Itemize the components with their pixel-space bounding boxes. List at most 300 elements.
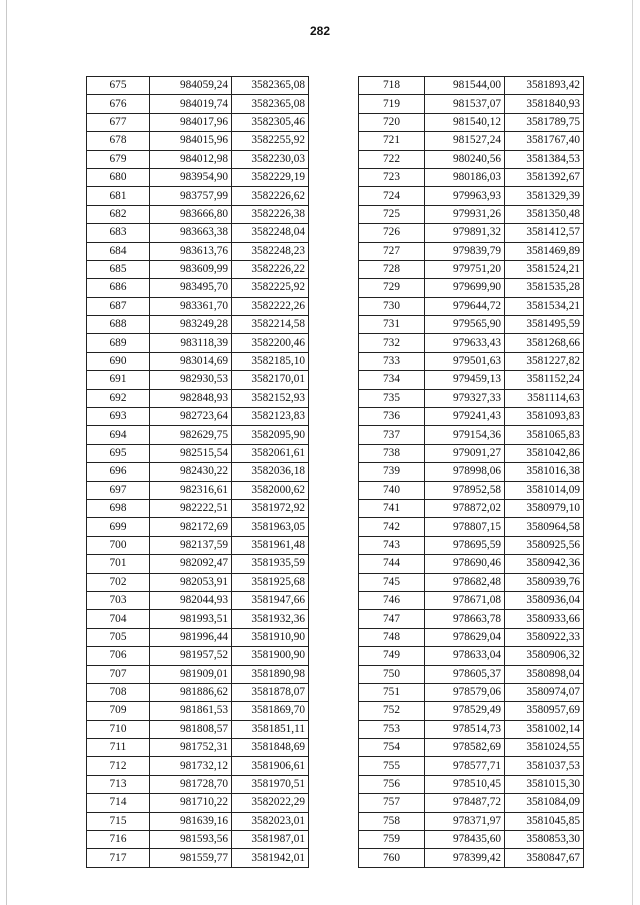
point-number-cell: 720 <box>359 113 425 131</box>
x-coordinate-cell: 979931,26 <box>425 205 505 223</box>
table-row <box>87 683 309 701</box>
x-coordinate-cell: 983954,90 <box>150 168 232 186</box>
point-number-cell: 735 <box>359 389 425 407</box>
x-coordinate-cell: 978695,59 <box>425 536 505 554</box>
x-coordinate-cell: 981732,12 <box>150 757 232 775</box>
x-coordinate-cell: 978399,42 <box>425 849 505 867</box>
y-coordinate-cell: 3581469,89 <box>505 242 584 260</box>
table-row <box>87 463 309 481</box>
table-row <box>359 260 584 278</box>
table-row <box>359 628 584 646</box>
y-coordinate-cell: 3581890,98 <box>232 665 309 683</box>
table-row <box>359 481 584 499</box>
y-coordinate-cell: 3581093,83 <box>505 408 584 426</box>
x-coordinate-cell: 979241,43 <box>425 408 505 426</box>
point-number-cell: 738 <box>359 444 425 462</box>
y-coordinate-cell: 3581329,39 <box>505 187 584 205</box>
x-coordinate-cell: 983014,69 <box>150 352 232 370</box>
x-coordinate-cell: 982930,53 <box>150 371 232 389</box>
table-row <box>359 757 584 775</box>
x-coordinate-cell: 981957,52 <box>150 647 232 665</box>
x-coordinate-cell: 978514,73 <box>425 720 505 738</box>
y-coordinate-cell: 3582200,46 <box>232 334 309 352</box>
x-coordinate-cell: 979839,79 <box>425 242 505 260</box>
point-number-cell: 715 <box>87 812 150 830</box>
table-row <box>359 132 584 150</box>
x-coordinate-cell: 983757,99 <box>150 187 232 205</box>
x-coordinate-cell: 979891,32 <box>425 224 505 242</box>
table-row <box>87 389 309 407</box>
y-coordinate-cell: 3581935,59 <box>232 555 309 573</box>
y-coordinate-cell: 3581014,09 <box>505 481 584 499</box>
table-row <box>87 297 309 315</box>
x-coordinate-cell: 982092,47 <box>150 555 232 573</box>
x-coordinate-cell: 981752,31 <box>150 739 232 757</box>
table-row <box>359 647 584 665</box>
table-row <box>87 536 309 554</box>
table-row <box>87 794 309 812</box>
table-row <box>87 444 309 462</box>
point-number-cell: 760 <box>359 849 425 867</box>
table-row <box>359 113 584 131</box>
point-number-cell: 690 <box>87 352 150 370</box>
y-coordinate-cell: 3582023,01 <box>232 812 309 830</box>
point-number-cell: 732 <box>359 334 425 352</box>
x-coordinate-cell: 978371,97 <box>425 812 505 830</box>
point-number-cell: 685 <box>87 260 150 278</box>
x-coordinate-cell: 979501,63 <box>425 352 505 370</box>
x-coordinate-cell: 983495,70 <box>150 279 232 297</box>
point-number-cell: 693 <box>87 408 150 426</box>
table-row <box>359 463 584 481</box>
y-coordinate-cell: 3581840,93 <box>505 95 584 113</box>
point-number-cell: 728 <box>359 260 425 278</box>
table-row <box>359 224 584 242</box>
x-coordinate-cell: 981996,44 <box>150 628 232 646</box>
y-coordinate-cell: 3582095,90 <box>232 426 309 444</box>
point-number-cell: 691 <box>87 371 150 389</box>
table-row <box>359 739 584 757</box>
x-coordinate-cell: 983361,70 <box>150 297 232 315</box>
table-row <box>87 757 309 775</box>
point-number-cell: 719 <box>359 95 425 113</box>
point-number-cell: 758 <box>359 812 425 830</box>
x-coordinate-cell: 982172,69 <box>150 518 232 536</box>
x-coordinate-cell: 983249,28 <box>150 316 232 334</box>
x-coordinate-cell: 981993,51 <box>150 610 232 628</box>
x-coordinate-cell: 981710,22 <box>150 794 232 812</box>
y-coordinate-cell: 3582022,29 <box>232 794 309 812</box>
y-coordinate-cell: 3581869,70 <box>232 702 309 720</box>
x-coordinate-cell: 978629,04 <box>425 628 505 646</box>
x-coordinate-cell: 981886,62 <box>150 683 232 701</box>
x-coordinate-cell: 979963,93 <box>425 187 505 205</box>
y-coordinate-cell: 3582170,01 <box>232 371 309 389</box>
point-number-cell: 755 <box>359 757 425 775</box>
point-number-cell: 722 <box>359 150 425 168</box>
table-row <box>359 352 584 370</box>
point-number-cell: 699 <box>87 518 150 536</box>
y-coordinate-cell: 3581910,90 <box>232 628 309 646</box>
x-coordinate-cell: 981808,57 <box>150 720 232 738</box>
point-number-cell: 730 <box>359 297 425 315</box>
x-coordinate-cell: 978671,08 <box>425 591 505 609</box>
point-number-cell: 740 <box>359 481 425 499</box>
y-coordinate-cell: 3581961,48 <box>232 536 309 554</box>
point-number-cell: 711 <box>87 739 150 757</box>
table-row <box>87 518 309 536</box>
x-coordinate-cell: 978579,06 <box>425 683 505 701</box>
y-coordinate-cell: 3581002,14 <box>505 720 584 738</box>
y-coordinate-cell: 3582226,22 <box>232 260 309 278</box>
table-row <box>359 665 584 683</box>
table-row <box>87 555 309 573</box>
y-coordinate-cell: 3581384,53 <box>505 150 584 168</box>
y-coordinate-cell: 3582255,92 <box>232 132 309 150</box>
table-row <box>87 334 309 352</box>
table-row <box>359 297 584 315</box>
x-coordinate-cell: 978872,02 <box>425 499 505 517</box>
point-number-cell: 731 <box>359 316 425 334</box>
y-coordinate-cell: 3582152,93 <box>232 389 309 407</box>
y-coordinate-cell: 3581972,92 <box>232 499 309 517</box>
x-coordinate-cell: 981537,07 <box>425 95 505 113</box>
page-number: 282 <box>309 24 331 38</box>
table-row <box>87 591 309 609</box>
x-coordinate-cell: 983666,80 <box>150 205 232 223</box>
y-coordinate-cell: 3581016,38 <box>505 463 584 481</box>
table-row <box>359 408 584 426</box>
point-number-cell: 695 <box>87 444 150 462</box>
point-number-cell: 687 <box>87 297 150 315</box>
x-coordinate-cell: 979633,43 <box>425 334 505 352</box>
x-coordinate-cell: 979154,36 <box>425 426 505 444</box>
table-row <box>359 444 584 462</box>
table-row <box>359 812 584 830</box>
x-coordinate-cell: 982137,59 <box>150 536 232 554</box>
x-coordinate-cell: 983609,99 <box>150 260 232 278</box>
point-number-cell: 721 <box>359 132 425 150</box>
point-number-cell: 706 <box>87 647 150 665</box>
point-number-cell: 734 <box>359 371 425 389</box>
x-coordinate-cell: 981639,16 <box>150 812 232 830</box>
x-coordinate-cell: 983118,39 <box>150 334 232 352</box>
x-coordinate-cell: 981909,01 <box>150 665 232 683</box>
x-coordinate-cell: 978633,04 <box>425 647 505 665</box>
x-coordinate-cell: 978582,69 <box>425 739 505 757</box>
table-row <box>359 150 584 168</box>
y-coordinate-cell: 3582365,08 <box>232 77 309 95</box>
y-coordinate-cell: 3581065,83 <box>505 426 584 444</box>
table-row <box>359 536 584 554</box>
point-number-cell: 683 <box>87 224 150 242</box>
x-coordinate-cell: 983663,38 <box>150 224 232 242</box>
point-number-cell: 682 <box>87 205 150 223</box>
y-coordinate-cell: 3580933,66 <box>505 610 584 628</box>
x-coordinate-cell: 983613,76 <box>150 242 232 260</box>
table-row <box>87 95 309 113</box>
y-coordinate-cell: 3581084,09 <box>505 794 584 812</box>
table-row <box>87 628 309 646</box>
y-coordinate-cell: 3582222,26 <box>232 297 309 315</box>
y-coordinate-cell: 3582365,08 <box>232 95 309 113</box>
y-coordinate-cell: 3581767,40 <box>505 132 584 150</box>
y-coordinate-cell: 3581535,28 <box>505 279 584 297</box>
point-number-cell: 743 <box>359 536 425 554</box>
x-coordinate-cell: 984015,96 <box>150 132 232 150</box>
table-row <box>87 849 309 867</box>
point-number-cell: 708 <box>87 683 150 701</box>
y-coordinate-cell: 3581932,36 <box>232 610 309 628</box>
point-number-cell: 698 <box>87 499 150 517</box>
point-number-cell: 714 <box>87 794 150 812</box>
y-coordinate-cell: 3581963,05 <box>232 518 309 536</box>
y-coordinate-cell: 3581412,57 <box>505 224 584 242</box>
x-coordinate-cell: 978998,06 <box>425 463 505 481</box>
table-row <box>87 113 309 131</box>
y-coordinate-cell: 3582123,83 <box>232 408 309 426</box>
table-row <box>359 279 584 297</box>
point-number-cell: 757 <box>359 794 425 812</box>
table-row <box>87 352 309 370</box>
point-number-cell: 737 <box>359 426 425 444</box>
point-number-cell: 686 <box>87 279 150 297</box>
table-row <box>87 831 309 849</box>
point-number-cell: 723 <box>359 168 425 186</box>
x-coordinate-cell: 980240,56 <box>425 150 505 168</box>
point-number-cell: 694 <box>87 426 150 444</box>
x-coordinate-cell: 978487,72 <box>425 794 505 812</box>
y-coordinate-cell: 3580957,69 <box>505 702 584 720</box>
point-number-cell: 729 <box>359 279 425 297</box>
point-number-cell: 707 <box>87 665 150 683</box>
point-number-cell: 681 <box>87 187 150 205</box>
y-coordinate-cell: 3580853,30 <box>505 831 584 849</box>
table-row <box>87 665 309 683</box>
coordinates-table-right <box>358 76 584 868</box>
point-number-cell: 684 <box>87 242 150 260</box>
coordinates-table-left <box>86 76 309 868</box>
point-number-cell: 704 <box>87 610 150 628</box>
point-number-cell: 697 <box>87 481 150 499</box>
y-coordinate-cell: 3582185,10 <box>232 352 309 370</box>
point-number-cell: 754 <box>359 739 425 757</box>
table-row <box>87 426 309 444</box>
x-coordinate-cell: 982723,64 <box>150 408 232 426</box>
table-row <box>87 720 309 738</box>
y-coordinate-cell: 3581789,75 <box>505 113 584 131</box>
point-number-cell: 733 <box>359 352 425 370</box>
point-number-cell: 679 <box>87 150 150 168</box>
x-coordinate-cell: 979091,27 <box>425 444 505 462</box>
table-row <box>359 187 584 205</box>
table-row <box>87 132 309 150</box>
y-coordinate-cell: 3582226,38 <box>232 205 309 223</box>
x-coordinate-cell: 982848,93 <box>150 389 232 407</box>
y-coordinate-cell: 3582229,19 <box>232 168 309 186</box>
y-coordinate-cell: 3580939,76 <box>505 573 584 591</box>
point-number-cell: 741 <box>359 499 425 517</box>
table-row <box>359 555 584 573</box>
point-number-cell: 696 <box>87 463 150 481</box>
y-coordinate-cell: 3581925,68 <box>232 573 309 591</box>
y-coordinate-cell: 3582248,04 <box>232 224 309 242</box>
x-coordinate-cell: 978682,48 <box>425 573 505 591</box>
x-coordinate-cell: 980186,03 <box>425 168 505 186</box>
table-row <box>359 426 584 444</box>
table-row <box>359 168 584 186</box>
table-row <box>87 316 309 334</box>
y-coordinate-cell: 3582000,62 <box>232 481 309 499</box>
x-coordinate-cell: 981559,77 <box>150 849 232 867</box>
x-coordinate-cell: 979565,90 <box>425 316 505 334</box>
table-row <box>359 389 584 407</box>
y-coordinate-cell: 3581987,01 <box>232 831 309 849</box>
point-number-cell: 688 <box>87 316 150 334</box>
x-coordinate-cell: 982316,61 <box>150 481 232 499</box>
table-row <box>87 260 309 278</box>
table-row <box>359 371 584 389</box>
table-row <box>359 95 584 113</box>
scan-edge-left <box>6 0 7 905</box>
point-number-cell: 725 <box>359 205 425 223</box>
point-number-cell: 705 <box>87 628 150 646</box>
y-coordinate-cell: 3580936,04 <box>505 591 584 609</box>
point-number-cell: 747 <box>359 610 425 628</box>
table-row <box>87 205 309 223</box>
point-number-cell: 752 <box>359 702 425 720</box>
x-coordinate-cell: 978690,46 <box>425 555 505 573</box>
table-row <box>359 831 584 849</box>
table-row <box>87 187 309 205</box>
point-number-cell: 751 <box>359 683 425 701</box>
table-row <box>359 205 584 223</box>
x-coordinate-cell: 978577,71 <box>425 757 505 775</box>
table-row <box>359 334 584 352</box>
x-coordinate-cell: 978663,78 <box>425 610 505 628</box>
y-coordinate-cell: 3581900,90 <box>232 647 309 665</box>
y-coordinate-cell: 3581392,67 <box>505 168 584 186</box>
y-coordinate-cell: 3581045,85 <box>505 812 584 830</box>
y-coordinate-cell: 3582226,62 <box>232 187 309 205</box>
y-coordinate-cell: 3580974,07 <box>505 683 584 701</box>
table-row <box>359 591 584 609</box>
point-number-cell: 677 <box>87 113 150 131</box>
table-row <box>359 518 584 536</box>
x-coordinate-cell: 981527,24 <box>425 132 505 150</box>
table-row <box>359 702 584 720</box>
point-number-cell: 742 <box>359 518 425 536</box>
x-coordinate-cell: 982222,51 <box>150 499 232 517</box>
table-row <box>87 77 309 95</box>
y-coordinate-cell: 3581942,01 <box>232 849 309 867</box>
table-row <box>87 168 309 186</box>
y-coordinate-cell: 3581114,63 <box>505 389 584 407</box>
y-coordinate-cell: 3581534,21 <box>505 297 584 315</box>
table-row <box>359 77 584 95</box>
table-row <box>87 408 309 426</box>
x-coordinate-cell: 982430,22 <box>150 463 232 481</box>
y-coordinate-cell: 3580925,56 <box>505 536 584 554</box>
y-coordinate-cell: 3581851,11 <box>232 720 309 738</box>
x-coordinate-cell: 979327,33 <box>425 389 505 407</box>
x-coordinate-cell: 978435,60 <box>425 831 505 849</box>
point-number-cell: 726 <box>359 224 425 242</box>
y-coordinate-cell: 3580906,32 <box>505 647 584 665</box>
point-number-cell: 717 <box>87 849 150 867</box>
table-row <box>87 739 309 757</box>
point-number-cell: 727 <box>359 242 425 260</box>
x-coordinate-cell: 984059,24 <box>150 77 232 95</box>
table-row <box>359 720 584 738</box>
table-row <box>359 499 584 517</box>
table-row <box>359 316 584 334</box>
table-row <box>87 499 309 517</box>
table-row <box>359 573 584 591</box>
table-row <box>359 242 584 260</box>
table-row <box>359 775 584 793</box>
table-row <box>87 279 309 297</box>
coordinates-table-left-body <box>87 77 309 868</box>
table-row <box>359 794 584 812</box>
point-number-cell: 709 <box>87 702 150 720</box>
y-coordinate-cell: 3581524,21 <box>505 260 584 278</box>
x-coordinate-cell: 978510,45 <box>425 775 505 793</box>
x-coordinate-cell: 978605,37 <box>425 665 505 683</box>
y-coordinate-cell: 3580922,33 <box>505 628 584 646</box>
y-coordinate-cell: 3581893,42 <box>505 77 584 95</box>
y-coordinate-cell: 3582225,92 <box>232 279 309 297</box>
table-row <box>87 775 309 793</box>
y-coordinate-cell: 3581227,82 <box>505 352 584 370</box>
y-coordinate-cell: 3581878,07 <box>232 683 309 701</box>
table-row <box>87 702 309 720</box>
coordinates-table-right-body <box>359 77 584 868</box>
x-coordinate-cell: 982629,75 <box>150 426 232 444</box>
point-number-cell: 678 <box>87 132 150 150</box>
x-coordinate-cell: 979751,20 <box>425 260 505 278</box>
point-number-cell: 710 <box>87 720 150 738</box>
table-row <box>87 481 309 499</box>
x-coordinate-cell: 982053,91 <box>150 573 232 591</box>
point-number-cell: 675 <box>87 77 150 95</box>
y-coordinate-cell: 3581037,53 <box>505 757 584 775</box>
y-coordinate-cell: 3580898,04 <box>505 665 584 683</box>
table-row <box>87 150 309 168</box>
point-number-cell: 680 <box>87 168 150 186</box>
point-number-cell: 759 <box>359 831 425 849</box>
x-coordinate-cell: 978529,49 <box>425 702 505 720</box>
y-coordinate-cell: 3581970,51 <box>232 775 309 793</box>
point-number-cell: 746 <box>359 591 425 609</box>
table-row <box>87 242 309 260</box>
y-coordinate-cell: 3580847,67 <box>505 849 584 867</box>
y-coordinate-cell: 3581848,69 <box>232 739 309 757</box>
point-number-cell: 692 <box>87 389 150 407</box>
y-coordinate-cell: 3581947,66 <box>232 591 309 609</box>
table-row <box>87 573 309 591</box>
y-coordinate-cell: 3581268,66 <box>505 334 584 352</box>
x-coordinate-cell: 981593,56 <box>150 831 232 849</box>
point-number-cell: 701 <box>87 555 150 573</box>
point-number-cell: 750 <box>359 665 425 683</box>
point-number-cell: 676 <box>87 95 150 113</box>
point-number-cell: 724 <box>359 187 425 205</box>
point-number-cell: 689 <box>87 334 150 352</box>
x-coordinate-cell: 982044,93 <box>150 591 232 609</box>
x-coordinate-cell: 978952,58 <box>425 481 505 499</box>
table-row <box>87 224 309 242</box>
